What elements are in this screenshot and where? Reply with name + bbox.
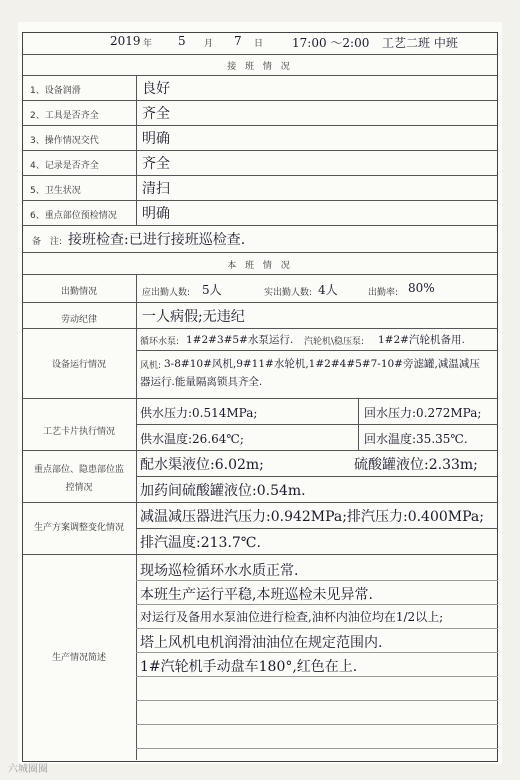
key-parts-line1a: 配水渠液位:6.02m; — [140, 457, 264, 473]
handover-section-title: 接 班 情 况 — [227, 62, 293, 72]
header-year: 2019 — [110, 34, 141, 48]
handover-row-value: 明确 — [142, 131, 170, 147]
ruled-line — [136, 676, 498, 677]
plan-change-label: 生产方案调整变化情况 — [33, 523, 124, 533]
ruled-line — [136, 580, 498, 581]
turbine-value: 1#2#汽轮机备用. — [378, 334, 465, 346]
production-line: 对运行及备用水泵油位进行检查,油杯内油位均在1/2以上; — [140, 610, 444, 624]
current-section-title: 本 班 情 况 — [227, 261, 293, 271]
planned-value: 5人 — [202, 283, 222, 297]
ruled-line — [136, 748, 498, 749]
supply-temp: 供水温度:26.64℃; — [140, 432, 244, 446]
ruled-line — [136, 628, 498, 629]
attendance-label: 出勤情况 — [60, 287, 97, 297]
pump-value: 1#2#3#5#水泵运行. — [186, 334, 294, 346]
handover-row-value: 齐全 — [142, 156, 170, 172]
handover-row-divider — [22, 200, 498, 201]
production-label: 生产情况简述 — [51, 653, 106, 663]
production-line: 本班生产运行平稳,本班巡检未见异常. — [140, 587, 373, 603]
key-parts-line1b: 硫酸罐液位:2.33m; — [354, 457, 478, 473]
pump-label: 循环水泵: — [140, 337, 180, 347]
handover-row-divider — [22, 150, 498, 151]
handover-row-divider — [22, 175, 498, 176]
ruled-line — [136, 604, 498, 605]
handover-row-value: 良好 — [142, 81, 170, 97]
handover-remark-value: 接班检查:已进行接班巡检查. — [68, 232, 246, 248]
return-temp: 回水温度:35.35℃. — [364, 432, 468, 446]
production-line: 现场巡检循环水水质正常. — [140, 563, 299, 579]
handover-remark-label: 备 注: — [32, 237, 63, 247]
fan-value-line2: 器运行.能量隔离锁具齐全. — [140, 376, 263, 388]
plan-change-line2: 排汽温度:213.7℃. — [140, 535, 261, 551]
header-day-unit: 日 — [254, 39, 264, 49]
ruled-line — [136, 652, 498, 653]
planned-label: 应出勤人数: — [142, 288, 191, 298]
header-shift: 工艺二班 中班 — [382, 36, 458, 50]
header-month: 5 — [178, 34, 186, 48]
key-parts-label-1: 重点部位、隐患部位监 — [33, 465, 124, 475]
return-pressure: 回水压力:0.272MPa; — [364, 406, 482, 420]
handover-row-divider — [22, 100, 498, 101]
discipline-label: 劳动纪律 — [60, 315, 97, 325]
handover-row-value: 齐全 — [142, 106, 170, 122]
actual-label: 实出勤人数: — [264, 288, 313, 298]
process-card-label: 工艺卡片执行情况 — [42, 427, 115, 437]
key-parts-line2: 加药间硫酸罐液位:0.54m. — [140, 483, 306, 499]
supply-pressure: 供水压力:0.514MPa; — [140, 406, 258, 420]
fan-label: 风机: — [140, 361, 162, 371]
header-time: 17:00 ～2:00 — [292, 36, 370, 50]
ruled-line — [136, 724, 498, 725]
header-year-unit: 年 — [143, 39, 153, 49]
key-parts-label-2: 控情况 — [65, 483, 93, 493]
production-line: 1#汽轮机手动盘车180°,红色在上. — [140, 659, 358, 675]
handover-row-label: 5、卫生状况 — [30, 186, 81, 196]
handover-row-value: 清扫 — [142, 181, 170, 197]
handover-row-label: 2、工具是否齐全 — [30, 111, 99, 121]
fan-value: 3-8#10#风机,9#11#水轮机,1#2#4#5#7-10#旁滤罐,减温减压 — [164, 358, 480, 370]
handover-row-label: 3、操作情况交代 — [30, 136, 99, 146]
header-day: 7 — [234, 34, 242, 48]
handover-row-label: 4、记录是否齐全 — [30, 161, 99, 171]
header-month-unit: 月 — [204, 39, 214, 49]
ruled-line — [136, 700, 498, 701]
shift-log-sheet: 2019 年 5 月 7 日 17:00 ～2:00 工艺二班 中班 接 班 情 况 备 注: 接班检查:已进行接班巡检查. 本 班 情 况 出勤情况 应出勤人数: 5人 实出勤人数: 4人 出勤率: 80% 劳动纪律 一人病假;无违纪 设备运行情况 循环水泵: 1#2#3#5#水泵运行. 汽轮机\稳压泵: 1#2#汽轮机备用. 风机: 3-8#10#风机,9#11#水轮机,1#2#4#5#7-10#旁滤罐,减温减压 器运行.能量隔离锁具齐全. 工艺卡片执行情况 供水压力:0.514MPa; 回水压力:0.272MPa; 供水温度:26.64℃; 回水温度:35.35℃. 重点部位、隐患部位监 控情况 配水渠液位:6.02m; 硫酸罐液位:2.33m; 加药间硫酸罐液位:0.54m. 生产方案调整变化情况 减温减压器进汽压力:0.942MPa;排汽压力:0.400MPa; 排汽温度:213.7℃. 生产情况简述 六城圈圈 1、设备润滑 良好 2、工具是否齐全 齐全 3、操作情况交代 明确 4、记录是否齐全 齐全 5、卫生状况 清扫 6、重点部位预检情况 明确 现场巡检循环水水质正常. 本班生产运行平稳,本班巡检未见异常. 对运行及备用水泵油位进行检查,油杯内油位均在1/2以上; 塔上风机电机润滑油油位在规定范围内. 1#汽轮机手动盘车180°,红色在上. — [18, 22, 502, 764]
discipline-value: 一人病假;无违纪 — [142, 309, 245, 325]
actual-value: 4人 — [318, 283, 338, 297]
handover-row-label: 1、设备润滑 — [30, 86, 81, 96]
turbine-label: 汽轮机\稳压泵: — [304, 337, 365, 347]
handover-row-label: 6、重点部位预检情况 — [30, 211, 117, 221]
rate-label: 出勤率: — [368, 288, 399, 298]
plan-change-line1: 减温减压器进汽压力:0.942MPa;排汽压力:0.400MPa; — [140, 509, 484, 525]
rate-value: 80% — [408, 281, 435, 295]
handover-row-value: 明确 — [142, 206, 170, 222]
equipment-label: 设备运行情况 — [51, 360, 106, 370]
production-line: 塔上风机电机润滑油油位在规定范围内. — [140, 635, 383, 651]
handover-row-divider — [22, 125, 498, 126]
